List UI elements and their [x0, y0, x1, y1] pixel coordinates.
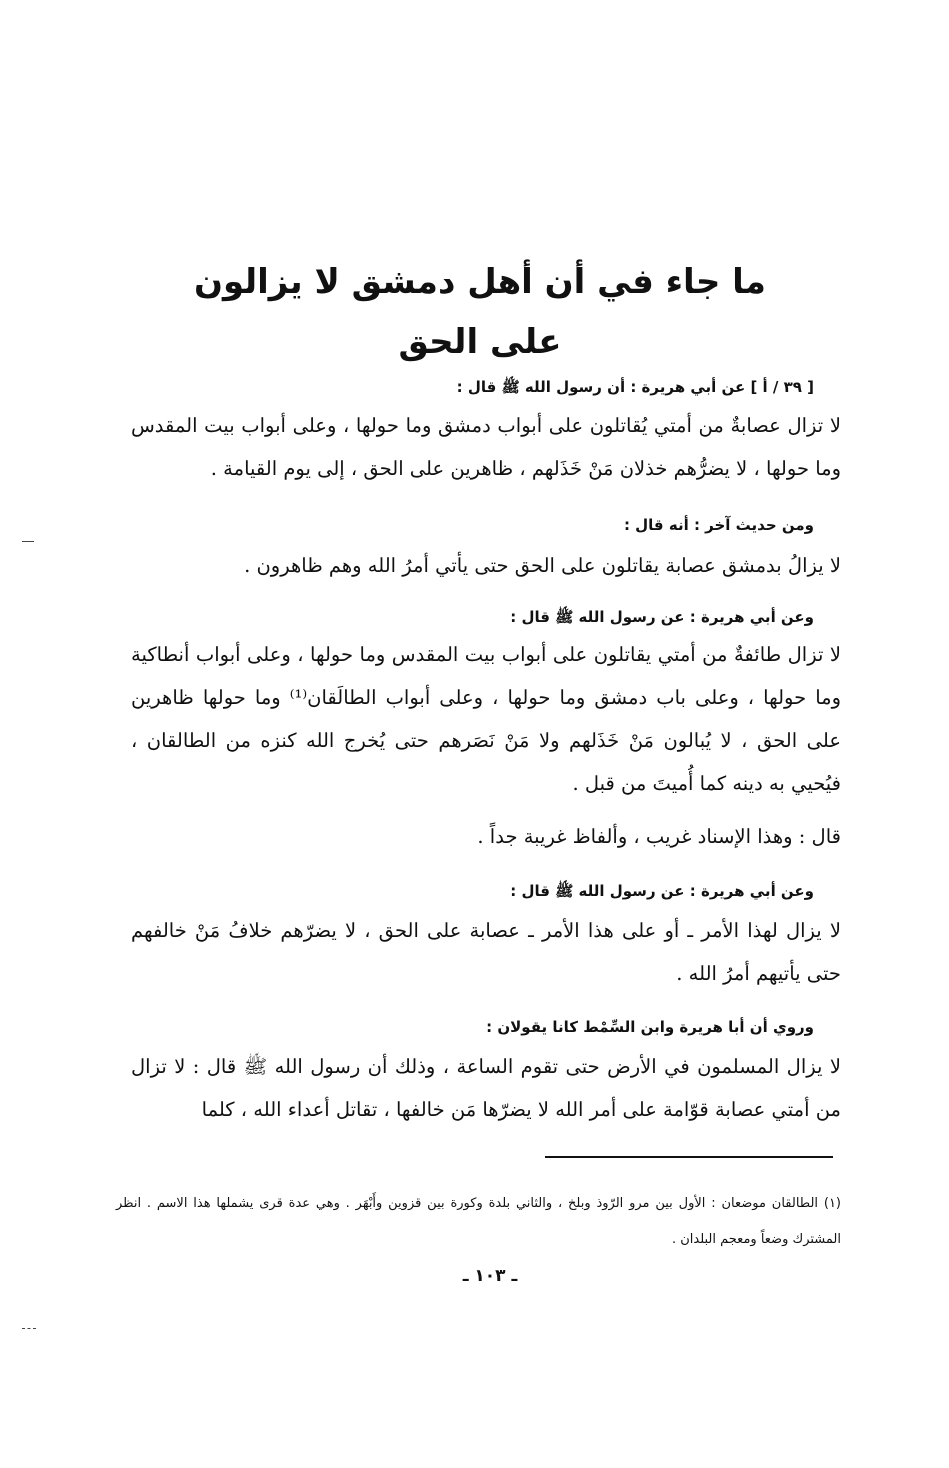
scan-margin-mark: [22, 541, 34, 542]
hadith-intro-4: وعن أبي هريرة : عن رسول الله ﷺ قال :: [510, 882, 814, 900]
hadith-intro-5: وروي أن أبا هريرة وابن السِّمْط كانا يقولان :: [486, 1018, 814, 1036]
scan-margin-mark: [22, 1328, 36, 1329]
hadith-text-3: لا تزال طائفةٌ من أمتي يقاتلون على أبواب بيت المقدس وما حولها ، وعلى أبواب أنطاكية وما حولها ، وعلى باب دمشق وما حولها ، وعلى أبواب الطالَقان⁽¹⁾ وما حولها ظاهرين على الحق ، لا يُبالون مَنْ خَذَلهم ولا مَنْ نَصَرهم حتى يُخرج الله كنزه من الطالقان ، فيُحيي به دينه كما أُميتَ من قبل .: [131, 643, 841, 795]
hadith-text-5: لا يزال المسلمون في الأرض حتى تقوم الساعة ، وذلك أن رسول الله ﷺ قال : لا تزال من أمتي عصابة قوّامة على أمر الله لا يضرّها مَن خالفها ، تقاتل أعداء الله ، كلما: [131, 1055, 841, 1121]
hadith-text-2: لا يزالُ بدمشق عصابة يقاتلون على الحق حتى يأتي أمرُ الله وهم ظاهرون .: [244, 554, 841, 577]
page-number: ـ ١٠٣ ـ: [462, 1266, 518, 1286]
footnote: (١) الطالقان موضعان : الأول بين مرو الرّوذ وبلخ ، والثاني بلدة وكورة بين قزوين وأَبْهَر . وهي عدة قرى يشملها هذا الاسم . انظر المشترك وضعاً ومعجم البلدان .: [116, 1196, 841, 1247]
hadith-intro-2: ومن حديث آخر : أنه قال :: [623, 516, 814, 534]
hadith-intro-1: [ ٣٩ / أ ] عن أبي هريرة : أن رسول الله ﷺ قال :: [456, 378, 814, 396]
hadith-text-4: لا يزال لهذا الأمر ـ أو على هذا الأمر ـ عصابة على الحق ، لا يضرّهم خلافُ مَنْ خالفهم حتى يأتيهم أمرُ الله .: [131, 919, 841, 985]
isnad-comment: قال : وهذا الإسناد غريب ، وألفاظ غريبة جداً .: [477, 825, 841, 848]
hadith-text-1: لا تزال عصابةٌ من أمتي يُقاتلون على أبواب دمشق وما حولها ، وعلى أبواب بيت المقدس وما حولها ، لا يضرُّهم خذلان مَنْ خَذَلهم ، ظاهرين على الحق ، إلى يوم القيامة .: [131, 414, 841, 480]
footnote-divider: [545, 1156, 833, 1158]
chapter-title: ما جاء في أن أهل دمشق لا يزالون على الحق: [194, 262, 766, 362]
hadith-intro-3: وعن أبي هريرة : عن رسول الله ﷺ قال :: [510, 608, 814, 626]
